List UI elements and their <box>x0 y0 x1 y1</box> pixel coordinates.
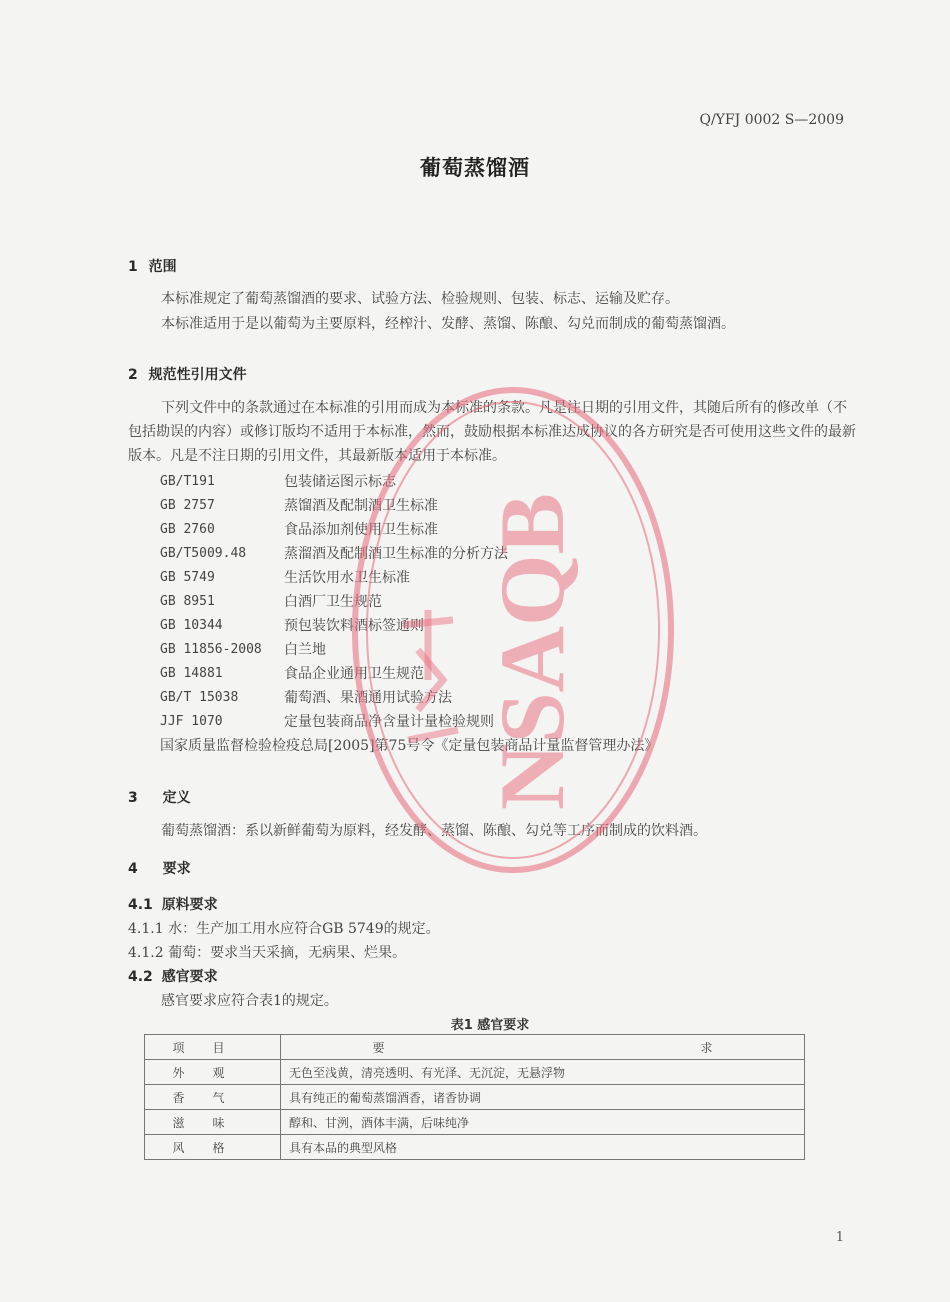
section-title: 规范性引用文件 <box>148 367 247 383</box>
section-2-heading <box>128 364 247 384</box>
reference-code: GB 2760 <box>160 522 215 537</box>
section-number: 2 <box>128 367 138 383</box>
section-number: 1 <box>128 259 138 275</box>
section-4-2-para: 感官要求应符合表1的规定。 <box>161 993 338 1009</box>
reference-item <box>160 662 658 686</box>
reference-item <box>160 590 658 614</box>
reference-code: GB/T5009.48 <box>160 546 247 561</box>
reference-title: 葡萄酒、果酒通用试验方法 <box>284 690 452 706</box>
reference-title: 蒸馏酒及配制酒卫生标准 <box>284 498 438 514</box>
table-caption: 表1 感官要求 <box>450 1018 530 1033</box>
reference-code: GB 5749 <box>160 570 215 585</box>
reference-item-decree <box>160 734 658 758</box>
table-row <box>145 1110 805 1135</box>
reference-item <box>160 614 658 638</box>
section-title: 定义 <box>162 790 191 806</box>
document-title: 葡萄蒸馏酒 <box>420 156 530 180</box>
section-1-para-1: 本标准规定了葡萄蒸馏酒的要求、试验方法、检验规则、包装、标志、运输及贮存。 <box>161 291 679 307</box>
reference-code: GB 8951 <box>160 594 215 609</box>
row-requirement: 具有纯正的葡萄蒸馏酒香，诸香协调 <box>281 1085 805 1110</box>
section-1-heading <box>128 256 177 276</box>
reference-title: 预包装饮料酒标签通则 <box>284 618 424 634</box>
reference-code: GB 11856-2008 <box>160 642 262 657</box>
table-row <box>145 1060 805 1085</box>
reference-item <box>160 686 658 710</box>
reference-code: GB 2757 <box>160 498 215 513</box>
row-item: 外观 <box>145 1060 281 1085</box>
item-4-1-2: 4.1.2 葡萄：要求当天采摘，无病果、烂果。 <box>128 945 407 961</box>
row-item: 香气 <box>145 1085 281 1110</box>
reference-title: 白兰地 <box>284 642 326 658</box>
reference-title: 食品添加剂使用卫生标准 <box>284 522 438 538</box>
section-3-heading <box>128 787 191 807</box>
page-number: 1 <box>835 1230 844 1245</box>
section-title: 原料要求 <box>161 897 218 913</box>
section-number: 3 <box>128 790 138 806</box>
table-row <box>145 1135 805 1160</box>
reference-title: 蒸溜酒及配制酒卫生标准的分析方法 <box>284 546 508 562</box>
section-number: 4.2 <box>128 969 153 985</box>
row-item: 风格 <box>145 1135 281 1160</box>
reference-title: 定量包装商品净含量计量检验规则 <box>284 714 494 730</box>
section-title: 范围 <box>148 259 177 275</box>
reference-item <box>160 542 658 566</box>
header-item: 项目 <box>145 1035 281 1060</box>
item-4-1-1: 4.1.1 水：生产加工用水应符合GB 5749的规定。 <box>128 921 440 937</box>
subsection-4-2-heading <box>128 966 218 986</box>
row-requirement: 具有本品的典型风格 <box>281 1135 805 1160</box>
reference-item <box>160 470 658 494</box>
reference-item <box>160 566 658 590</box>
reference-code: GB 14881 <box>160 666 223 681</box>
reference-code: GB/T 15038 <box>160 690 239 705</box>
row-requirement: 醇和、甘洌，酒体丰满，后味纯净 <box>281 1110 805 1135</box>
reference-list <box>160 470 658 758</box>
reference-item <box>160 638 658 662</box>
stamp-lettering: NSAQB <box>481 493 583 810</box>
header-req-part-b: 求 <box>700 1040 713 1055</box>
section-number: 4 <box>128 861 138 877</box>
section-number: 4.1 <box>128 897 153 913</box>
reference-item <box>160 710 658 734</box>
section-title: 要求 <box>162 861 191 877</box>
section-2-para: 下列文件中的条款通过在本标准的引用而成为本标准的条款。凡是注日期的引用文件，其随后所有的修改单（不包括勘误的内容）或修订版均不适用于本标准，然而，鼓励根据本标准达成协议的各方研究是否可使用这些文件的最新版本。凡是不注日期的引用文件，其最新版本适用于本标准。 <box>128 400 856 464</box>
table-row <box>145 1085 805 1110</box>
reference-title: 国家质量监督检验检疫总局[2005]第75号令《定量包装商品计量监督管理办法》 <box>160 738 659 754</box>
standard-code: Q/YFJ 0002 S—2009 <box>699 112 844 128</box>
header-req-part-a: 要 <box>372 1040 385 1055</box>
reference-code: GB 10344 <box>160 618 223 633</box>
reference-item <box>160 518 658 542</box>
reference-item <box>160 494 658 518</box>
section-1-para-2: 本标准适用于是以葡萄为主要原料，经榨汁、发酵、蒸馏、陈酿、勾兑而制成的葡萄蒸馏酒。 <box>161 316 735 332</box>
section-4-heading <box>128 858 191 878</box>
reference-title: 生活饮用水卫生标准 <box>284 570 410 586</box>
section-3-para: 葡萄蒸馏酒：系以新鲜葡萄为原料，经发酵、蒸馏、陈酿、勾兑等工序而制成的饮料酒。 <box>161 823 707 839</box>
reference-title: 白酒厂卫生规范 <box>284 594 382 610</box>
reference-code: GB/T191 <box>160 474 215 489</box>
section-title: 感官要求 <box>161 969 218 985</box>
row-requirement: 无色至浅黄，清亮透明、有光泽、无沉淀，无悬浮物 <box>281 1060 805 1085</box>
reference-code: JJF 1070 <box>160 714 223 729</box>
subsection-4-1-heading <box>128 894 218 914</box>
reference-title: 包装储运图示标志 <box>284 474 396 490</box>
sensory-requirements-table <box>144 1034 805 1160</box>
header-requirement <box>281 1035 805 1060</box>
table-header-row <box>145 1035 805 1060</box>
row-item: 滋味 <box>145 1110 281 1135</box>
reference-title: 食品企业通用卫生规范 <box>284 666 424 682</box>
